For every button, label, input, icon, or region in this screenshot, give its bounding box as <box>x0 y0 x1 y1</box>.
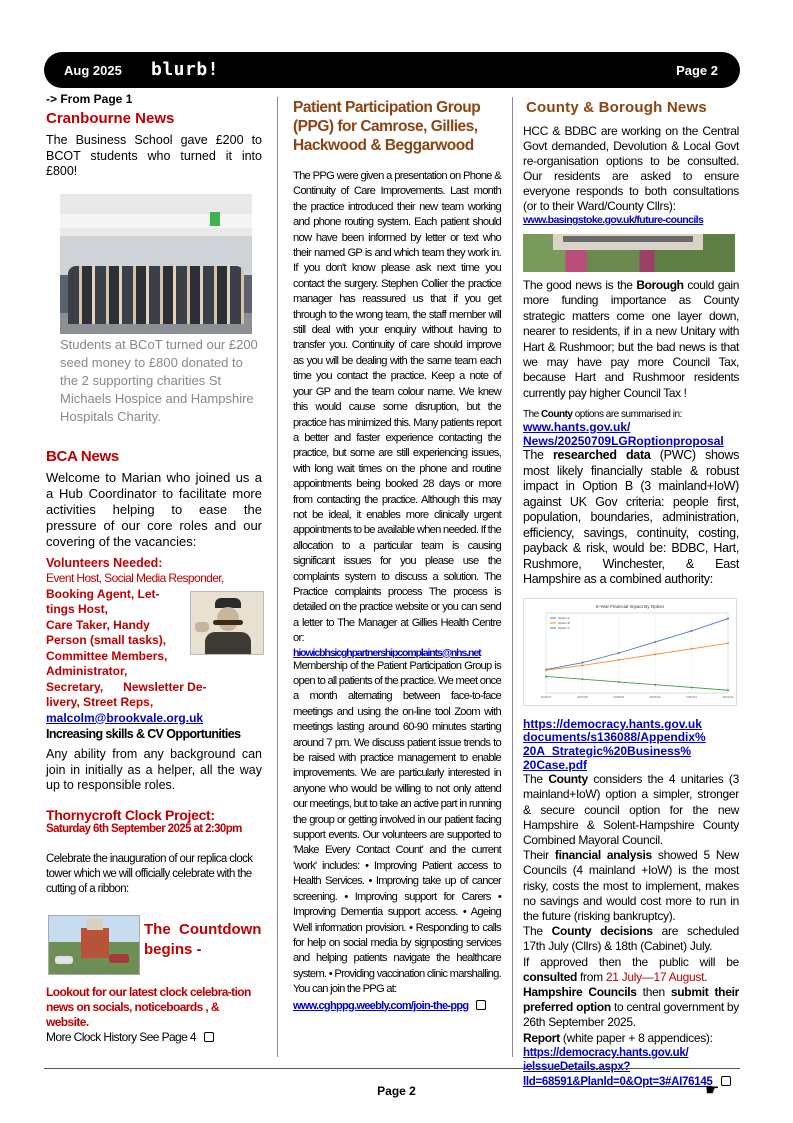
chart-grid <box>546 613 728 693</box>
end-box-icon <box>204 1032 214 1042</box>
county-decisions-text: The County decisions are scheduled 17th July (Cllrs) & 18th (Cabinet) July. <box>523 924 739 954</box>
chart-x-tick-label: 2030/31 <box>686 694 698 699</box>
chart-x-tick-label: 2028/29 <box>613 694 625 699</box>
financial-analysis-text: Their financial analysis showed 5 New Councils (4 mainland +IoW) is the most risky, costs the most to implement, makes no savings and would cost more to run in the future (risking bankruptcy). <box>523 848 739 923</box>
chart-point <box>618 652 620 654</box>
county-considers-text: The County considers the 4 unitaries (3 mainland+IoW) option a simpler, stronger & secure council option for the new Hampshire & Solent-Hampshire County Combined Mayoral Council. <box>523 772 740 847</box>
strategic-case-link[interactable]: https://democracy.hants.gov.uk documents/s136088/Appendix% 20A_Strategic%20Business% 20Case.pdf <box>523 716 706 772</box>
garden-photo <box>523 234 735 272</box>
countdown-heading-2: begins - <box>144 940 202 958</box>
basingstoke-link[interactable]: www.basingstoke.gov.uk/future-councils <box>523 214 704 226</box>
financial-impact-chart-svg <box>524 599 736 705</box>
chart-point <box>618 681 620 683</box>
chart-point <box>545 675 547 677</box>
volunteer-roles-line: Person (small tasks), <box>46 633 167 647</box>
chart-legend-label: Option A <box>558 615 570 620</box>
column-middle <box>293 92 501 1012</box>
countdown-block <box>46 911 262 977</box>
footer-rule <box>44 1068 740 1069</box>
chart-point <box>581 661 583 663</box>
chart-point <box>581 678 583 680</box>
header-page-number: Page 2 <box>676 63 718 78</box>
chart-point <box>727 689 729 691</box>
chart-frame <box>546 613 728 693</box>
issue-details-link[interactable]: https://democracy.hants.gov.uk/ ielssueDetails.aspx? lld=68591&Planld=0&Opt=3#AI76145 <box>523 1046 739 1090</box>
clock-tower-photo <box>48 915 140 975</box>
volunteer-roles-line: Administrator, <box>46 664 128 678</box>
blurb-logo: blurb! <box>151 59 220 80</box>
chart-point <box>545 669 547 671</box>
chart-x-ticks <box>541 695 734 699</box>
hants-news-link[interactable]: www.hants.gov.uk/ News/20250709LGRoptionproposal <box>523 420 724 449</box>
volunteer-roles-line: livery, Street Reps, <box>46 695 154 709</box>
photo-caption: Students at BCoT turned our £200 seed money to £800 donated to the 2 supporting charities St Michaels Hospice and Hampshire Hospitals Charity. <box>60 336 258 424</box>
ppg-join-line <box>293 1000 501 1012</box>
ppg-text-1: The PPG were given a presentation on Phone & Continuity of Care Improvements. Last month the practice introduced their new team working and phone routing system. Each patient should now have been informed by letter or text who their named GP is and which team they work in. If you don't know please ask next time you contact the surgery. Stephen Collier the practice manager has reassured us that if you get through to the wrong team, the staff member will still deal with your enquiry without having to transfer you. Continuity of care should improve as you will be dealing with the same team each time you contact the practice. Keep a note of your GP and the team colour name. We knew this would cause some disruption, but the practice has minimized this. Many patients report a better and faster experience contacting the practice, but some are still experiencing issues, with long wait times on the phone and routine appointments being booked 28 days or more from contacting the practice. Although this may not be ideal, it enables more clinically urgent appointments to be available when needed. If the allocation to a particular team is causing significant issues for you please use the complaints system to discuss a solution. The Practice complaints process The process is detailed on the practice website or you can send a letter to The Manager at Gillies Health Centre or: <box>293 170 501 645</box>
column-right <box>523 92 739 1089</box>
research-text: The researched data (PWC) shows most likely financially stable & robust impact in Option B (3 mainland+IoW) against UK Gov criteria: people first, population, boundaries, administration, efficiency, savings, continuity, costing, payback & risk, would be: BDBC, Hart, Rushmore, Winchester, & East Hampshire as a combined authority: <box>523 448 740 587</box>
ppg-heading: Patient Participation Group (PPG) for Camrose, Gillies, Hackwood & Beggarwood <box>293 99 481 154</box>
chart-legend <box>550 616 571 630</box>
county-text-1: HCC & BDBC are working on the Central Govt demanded, Devolution & Local Govt re-organisation options to be consulted. Our residents are asked to ensure everyone responds to both consultations (or to their Ward/County Cllrs): <box>523 124 739 213</box>
column-left <box>46 92 262 1044</box>
chart-point <box>691 630 693 632</box>
financial-impact-chart <box>523 598 737 706</box>
complaints-email-link[interactable]: hiowicbhsicghpartnershipcomplaints@nhs.net <box>293 646 481 659</box>
chart-title: 5-Year Financial Impact By Option <box>595 603 665 609</box>
clock-date: Saturday 6th September 2025 at 2:30pm <box>46 822 242 835</box>
column-divider-1 <box>277 97 278 1057</box>
skills-text: Any ability from any background can join in initially as a helper, all the way up to responsible roles. <box>46 747 262 792</box>
more-history-note: More Clock History See Page 4 <box>46 1030 262 1044</box>
chart-x-tick-label: 2031/32 <box>722 694 734 699</box>
lookout-text: Lookout for our latest clock celebra-tion news on socials, noticeboards , & website. <box>46 984 251 1029</box>
volunteer-roles-line: tings Host, <box>46 602 108 616</box>
submit-option-text: Hampshire Councils then submit their preferred option to central government by 26th September 2025. <box>523 984 740 1030</box>
county-borough-heading: County & Borough News <box>526 99 707 116</box>
borough-news-text: The good news is the Borough could gain more funding importance as County strategic matters come one layer down, nearer to residents, if in a new Unitary with Hart & Rushmoor; but the bad news is that we may have pay more Council Tax, because Hart and Rushmoor residents currently pay higher Council Tax ! <box>523 278 739 400</box>
volunteers-heading: Volunteers Needed: <box>46 555 163 570</box>
consultation-text: If approved then the public will be consulted from 21 July—17 August. <box>523 954 739 984</box>
chart-point <box>618 659 620 661</box>
chart-legend-label: Option B <box>558 620 570 625</box>
chart-point <box>691 648 693 650</box>
bca-heading: BCA News <box>46 447 119 465</box>
chart-point <box>654 641 656 643</box>
skills-heading: Increasing skills & CV Opportunities <box>46 727 241 741</box>
clock-text: Celebrate the inauguration of our replica clock tower which we will officially celebrate with the cutting of a ribbon: <box>46 852 253 895</box>
chart-point <box>691 686 693 688</box>
ppg-join-link[interactable]: www.cghppg.weebly.com/join-the-ppg <box>293 999 469 1012</box>
volunteer-roles-line: Secretary, Newsletter De- <box>46 679 207 694</box>
chart-x-tick-label: 2026/27 <box>540 694 552 699</box>
clock-heading: Thornycroft Clock Project: <box>46 806 215 823</box>
chart-series <box>545 617 729 691</box>
kitchener-poster-image <box>190 591 264 655</box>
issue-date: Aug 2025 <box>64 63 122 78</box>
volunteer-roles-line: Care Taker, Handy <box>46 617 150 632</box>
chart-series-line <box>546 676 728 690</box>
masthead-bar <box>44 52 740 88</box>
column-divider-2 <box>512 97 513 1057</box>
chart-point <box>727 642 729 644</box>
chart-legend-label: Option C <box>558 625 570 630</box>
students-photo <box>60 194 252 334</box>
from-page-note: -> From Page 1 <box>46 92 133 106</box>
ppg-text-2: Membership of the Patient Participation Group is open to all patients of the practice. We meet once a month alternating between face-to-face meetings and using the on-line tool Zoom with meetings lasting around 60-90 minutes starting around 7 pm. We discuss patient issue trends to be raised with practice management to enable improvements. We are particularly interested in anyone who would be willing to not only attend our meetings, but to take an active part in running the group or getting involved in our patient facing support events. Our volunteers are supported to 'Make Every Contact Count' and the current 'work' includes: • Improving Patient access to Health Services. • Improving take up of cancer screening. • Improving support for Carers • Improving Dementia support access. • Ageing Well information provision. • Responding to calls for help on social media by signposting services and helping patients navigate the healthcare system. • Providing vaccination clinic marshalling. You can join the PPG at: <box>293 659 501 996</box>
bca-text: Welcome to Marian who joined us a a Hub Coordinator to facilitate more activities helping to ease the pressure of our core roles and our covering of the vacancies: <box>46 469 262 549</box>
cranbourne-heading: Cranbourne News <box>46 110 175 127</box>
pointing-hand-icon: ☛ <box>705 1082 720 1099</box>
county-options-line: The County options are summarised in: <box>523 409 682 421</box>
volunteer-roles-line: Booking Agent, Let- <box>46 586 160 601</box>
chart-point <box>654 653 656 655</box>
cranbourne-text: The Business School gave £200 to BCOT students who turned it into £800! <box>46 133 262 178</box>
chart-x-tick-label: 2029/30 <box>649 694 661 699</box>
volunteer-roles-line: Event Host, Social Media Responder, <box>46 571 224 585</box>
footer-page-number: Page 2 <box>377 1084 416 1098</box>
volunteers-block <box>46 556 262 727</box>
chart-point <box>581 664 583 666</box>
volunteer-roles-line: Committee Members, <box>46 648 168 663</box>
chart-point <box>654 683 656 685</box>
end-box-icon <box>476 1000 486 1010</box>
chart-x-tick-label: 2027/28 <box>576 694 588 699</box>
volunteer-email-link[interactable]: malcolm@brookvale.org.uk <box>46 710 204 725</box>
report-text: Report (white paper + 8 appendices): <box>523 1030 713 1045</box>
chart-point <box>727 617 729 619</box>
countdown-heading: The Countdown <box>144 920 262 938</box>
